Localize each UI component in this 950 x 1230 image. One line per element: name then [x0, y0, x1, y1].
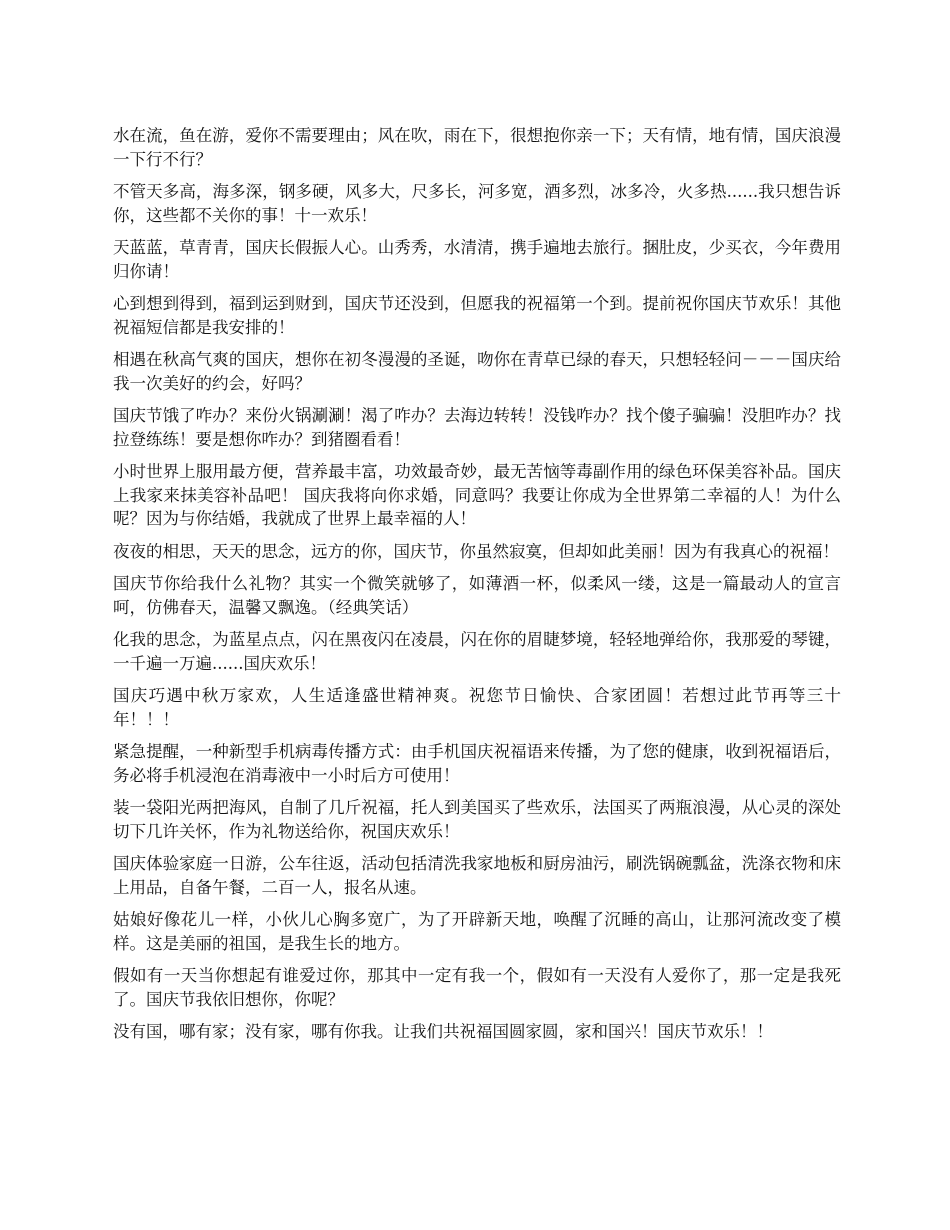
paragraph-12: 紧急提醒，一种新型手机病毒传播方式：由手机国庆祝福语来传播，为了您的健康，收到祝福语后，务必将手机浸泡在消毒液中一小时后方可使用！ — [113, 742, 841, 785]
paragraph-9: 国庆节你给我什么礼物？其实一个微笑就够了，如薄酒一杯，似柔风一缕，这是一篇最动人的宣言呵，仿佛春天，温馨又飘逸。（经典笑话） — [113, 574, 841, 617]
paragraph-16: 假如有一天当你想起有谁爱过你，那其中一定有我一个，假如有一天没有人爱你了，那一定是我死了。国庆节我依旧想你，你呢？ — [113, 966, 841, 1009]
paragraph-11: 国庆巧遇中秋万家欢，人生适逢盛世精神爽。祝您节日愉快、合家团圆！若想过此节再等三十年！！！ — [113, 686, 841, 729]
paragraph-15: 姑娘好像花儿一样，小伙儿心胸多宽广，为了开辟新天地，唤醒了沉睡的高山，让那河流改变了模样。这是美丽的祖国，是我生长的地方。 — [113, 910, 841, 953]
paragraph-13: 装一袋阳光两把海风，自制了几斤祝福，托人到美国买了些欢乐，法国买了两瓶浪漫，从心灵的深处切下几许关怀，作为礼物送给你，祝国庆欢乐！ — [113, 798, 841, 841]
paragraph-8: 夜夜的相思，天天的思念，远方的你，国庆节，你虽然寂寞，但却如此美丽！因为有我真心的祝福！ — [113, 541, 839, 561]
paragraph-4: 心到想到得到，福到运到财到，国庆节还没到，但愿我的祝福第一个到。提前祝你国庆节欢乐！其他祝福短信都是我安排的！ — [113, 294, 841, 337]
paragraph-1: 水在流，鱼在游，爱你不需要理由；风在吹，雨在下，很想抱你亲一下；天有情，地有情，国庆浪漫一下行不行？ — [113, 126, 841, 169]
paragraph-14: 国庆体验家庭一日游，公车往返，活动包括清洗我家地板和厨房油污，刷洗锅碗瓢盆，洗涤衣物和床上用品，自备午餐，二百一人，报名从速。 — [113, 854, 841, 897]
document-body — [113, 124, 841, 1053]
paragraph-5: 相遇在秋高气爽的国庆，想你在初冬漫漫的圣诞，吻你在青草已绿的春天，只想轻轻问－－－国庆给我一次美好的约会，好吗？ — [113, 350, 841, 393]
paragraph-2: 不管天多高，海多深，钢多硬，风多大，尺多长，河多宽，酒多烈，冰多冷，火多热......我只想告诉你，这些都不关你的事！十一欢乐！ — [113, 182, 841, 225]
paragraph-6: 国庆节饿了咋办？来份火锅涮涮！渴了咋办？去海边转转！没钱咋办？找个傻子骗骗！没胆咋办？找拉登练练！要是想你咋办？到猪圈看看！ — [113, 406, 841, 449]
paragraph-3: 天蓝蓝，草青青，国庆长假振人心。山秀秀，水清清，携手遍地去旅行。捆肚皮，少买衣，今年费用归你请！ — [113, 238, 841, 281]
paragraph-10: 化我的思念，为蓝星点点，闪在黑夜闪在凌晨，闪在你的眉睫梦境，轻轻地弹给你，我那爱的琴键，一千遍一万遍......国庆欢乐！ — [113, 630, 841, 673]
paragraph-17: 没有国，哪有家；没有家，哪有你我。让我们共祝福国圆家圆，家和国兴！国庆节欢乐！！ — [113, 1022, 773, 1041]
paragraph-7: 小时世界上服用最方便，营养最丰富，功效最奇妙，最无苦恼等毒副作用的绿色环保美容补品。国庆上我家来抹美容补品吧！ 国庆我将向你求婚，同意吗？我要让你成为全世界第二幸福的人！为什么呢？因为与你结婚，我就成了世界上最幸福的人！ — [113, 462, 841, 528]
